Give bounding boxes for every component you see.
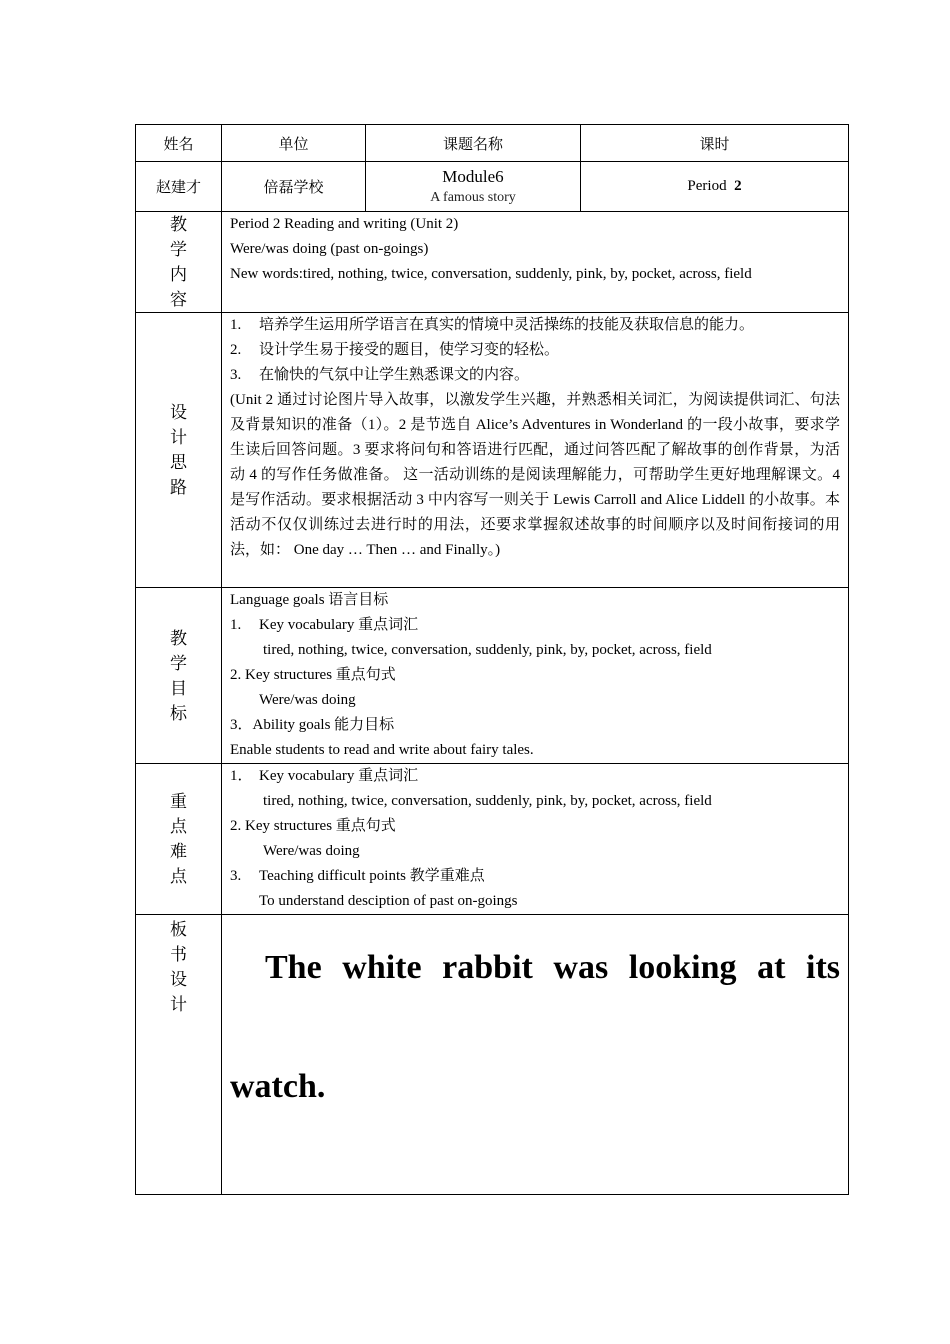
goals-row <box>136 588 849 764</box>
goals-item: 1. Key vocabulary 重点词汇 <box>230 617 419 633</box>
difficulties-row <box>136 764 849 915</box>
design-item: 3. 在愉快的气氛中让学生熟悉课文的内容。 <box>230 367 530 383</box>
board-row <box>136 915 849 1195</box>
topic-cell <box>366 162 581 212</box>
info-row <box>136 162 849 212</box>
difficulties-item: 1． Key vocabulary 重点词汇 <box>230 768 419 784</box>
period-label: Period <box>687 178 727 194</box>
goals-structure-detail: Were/was doing <box>259 692 356 708</box>
goals-body <box>222 588 849 764</box>
difficulties-point-detail: To understand desciption of past on-goings <box>259 893 518 909</box>
content-row <box>136 212 849 313</box>
module-subtitle: A famous story <box>430 189 516 205</box>
content-line: Period 2 Reading and writing (Unit 2) <box>230 216 459 232</box>
goals-final: Enable students to read and write about fairy tales. <box>230 742 534 758</box>
school-name: 倍磊学校 <box>222 162 366 212</box>
goals-item: 2. Key structures 重点句式 <box>230 667 396 683</box>
period-cell <box>581 162 849 212</box>
design-item: 1. 培养学生运用所学语言在真实的情境中灵活操练的技能及获取信息的能力。 <box>230 317 755 333</box>
design-item: 2. 设计学生易于接受的题目，使学习变的轻松。 <box>230 342 560 358</box>
content-body <box>222 212 849 313</box>
goals-label: 教 学 目 标 <box>136 588 222 764</box>
content-label: 教 学 内 容 <box>136 212 222 313</box>
difficulties-item: 2. Key structures 重点句式 <box>230 818 396 834</box>
design-label: 设 计 思 路 <box>136 313 222 588</box>
design-paragraph: (Unit 2 通过讨论图片导入故事，以激发学生兴趣，并熟悉相关词汇，为阅读提供词汇、句法及背景知识的准备（1）。2 是节选自 Alice’s Adventures in Wonderland 的一段小故事，要求学生读后回答问题。3 要求将问句和答语进行匹配，通过问答匹配了解故事的创作背景，为活动 4 的写作任务做准备。 这一活动训练的是阅读理解能力，可帮助学生更好地理解课文。4 是写作活动。要求根据活动 3 中内容写一则关于 Lewis Carroll and Alice Liddell 的小故事。本活动不仅仅训练过去进行时的用法，还要求掌握叙述故事的时间顺序以及时间衔接词的用法，如： One day … Then … and Finally。) <box>230 392 840 558</box>
difficulties-vocab-detail: tired, nothing, twice, conversation, suddenly, pink, by, pocket, across, field <box>263 793 712 809</box>
difficulties-body <box>222 764 849 915</box>
period-number: 2 <box>734 178 742 194</box>
difficulties-structure-detail: Were/was doing <box>263 843 360 859</box>
content-line: New words:tired, nothing, twice, conversation, suddenly, pink, by, pocket, across, field <box>230 266 752 282</box>
header-period: 课时 <box>581 125 849 162</box>
module-title: Module6 <box>442 166 504 186</box>
goals-heading: Language goals 语言目标 <box>230 592 389 608</box>
board-sentence-line1: The white rabbit was looking at its <box>265 949 840 986</box>
board-label: 板 书 设 计 <box>136 915 222 1195</box>
goals-vocab-detail: tired, nothing, twice, conversation, suddenly, pink, by, pocket, across, field <box>263 642 712 658</box>
lesson-plan-table <box>135 124 849 1195</box>
difficulties-item: 3. Teaching difficult points 教学重难点 <box>230 868 485 884</box>
design-body <box>222 313 849 588</box>
header-name: 姓名 <box>136 125 222 162</box>
board-sentence-line2: watch. <box>230 1068 326 1105</box>
design-row <box>136 313 849 588</box>
teacher-name: 赵建才 <box>136 162 222 212</box>
board-body <box>222 915 849 1195</box>
header-row <box>136 125 849 162</box>
content-line: Were/was doing (past on-goings) <box>230 241 429 257</box>
header-unit: 单位 <box>222 125 366 162</box>
header-topic: 课题名称 <box>366 125 581 162</box>
difficulties-label: 重 点 难 点 <box>136 764 222 915</box>
goals-item: 3．Ability goals 能力目标 <box>230 717 395 733</box>
